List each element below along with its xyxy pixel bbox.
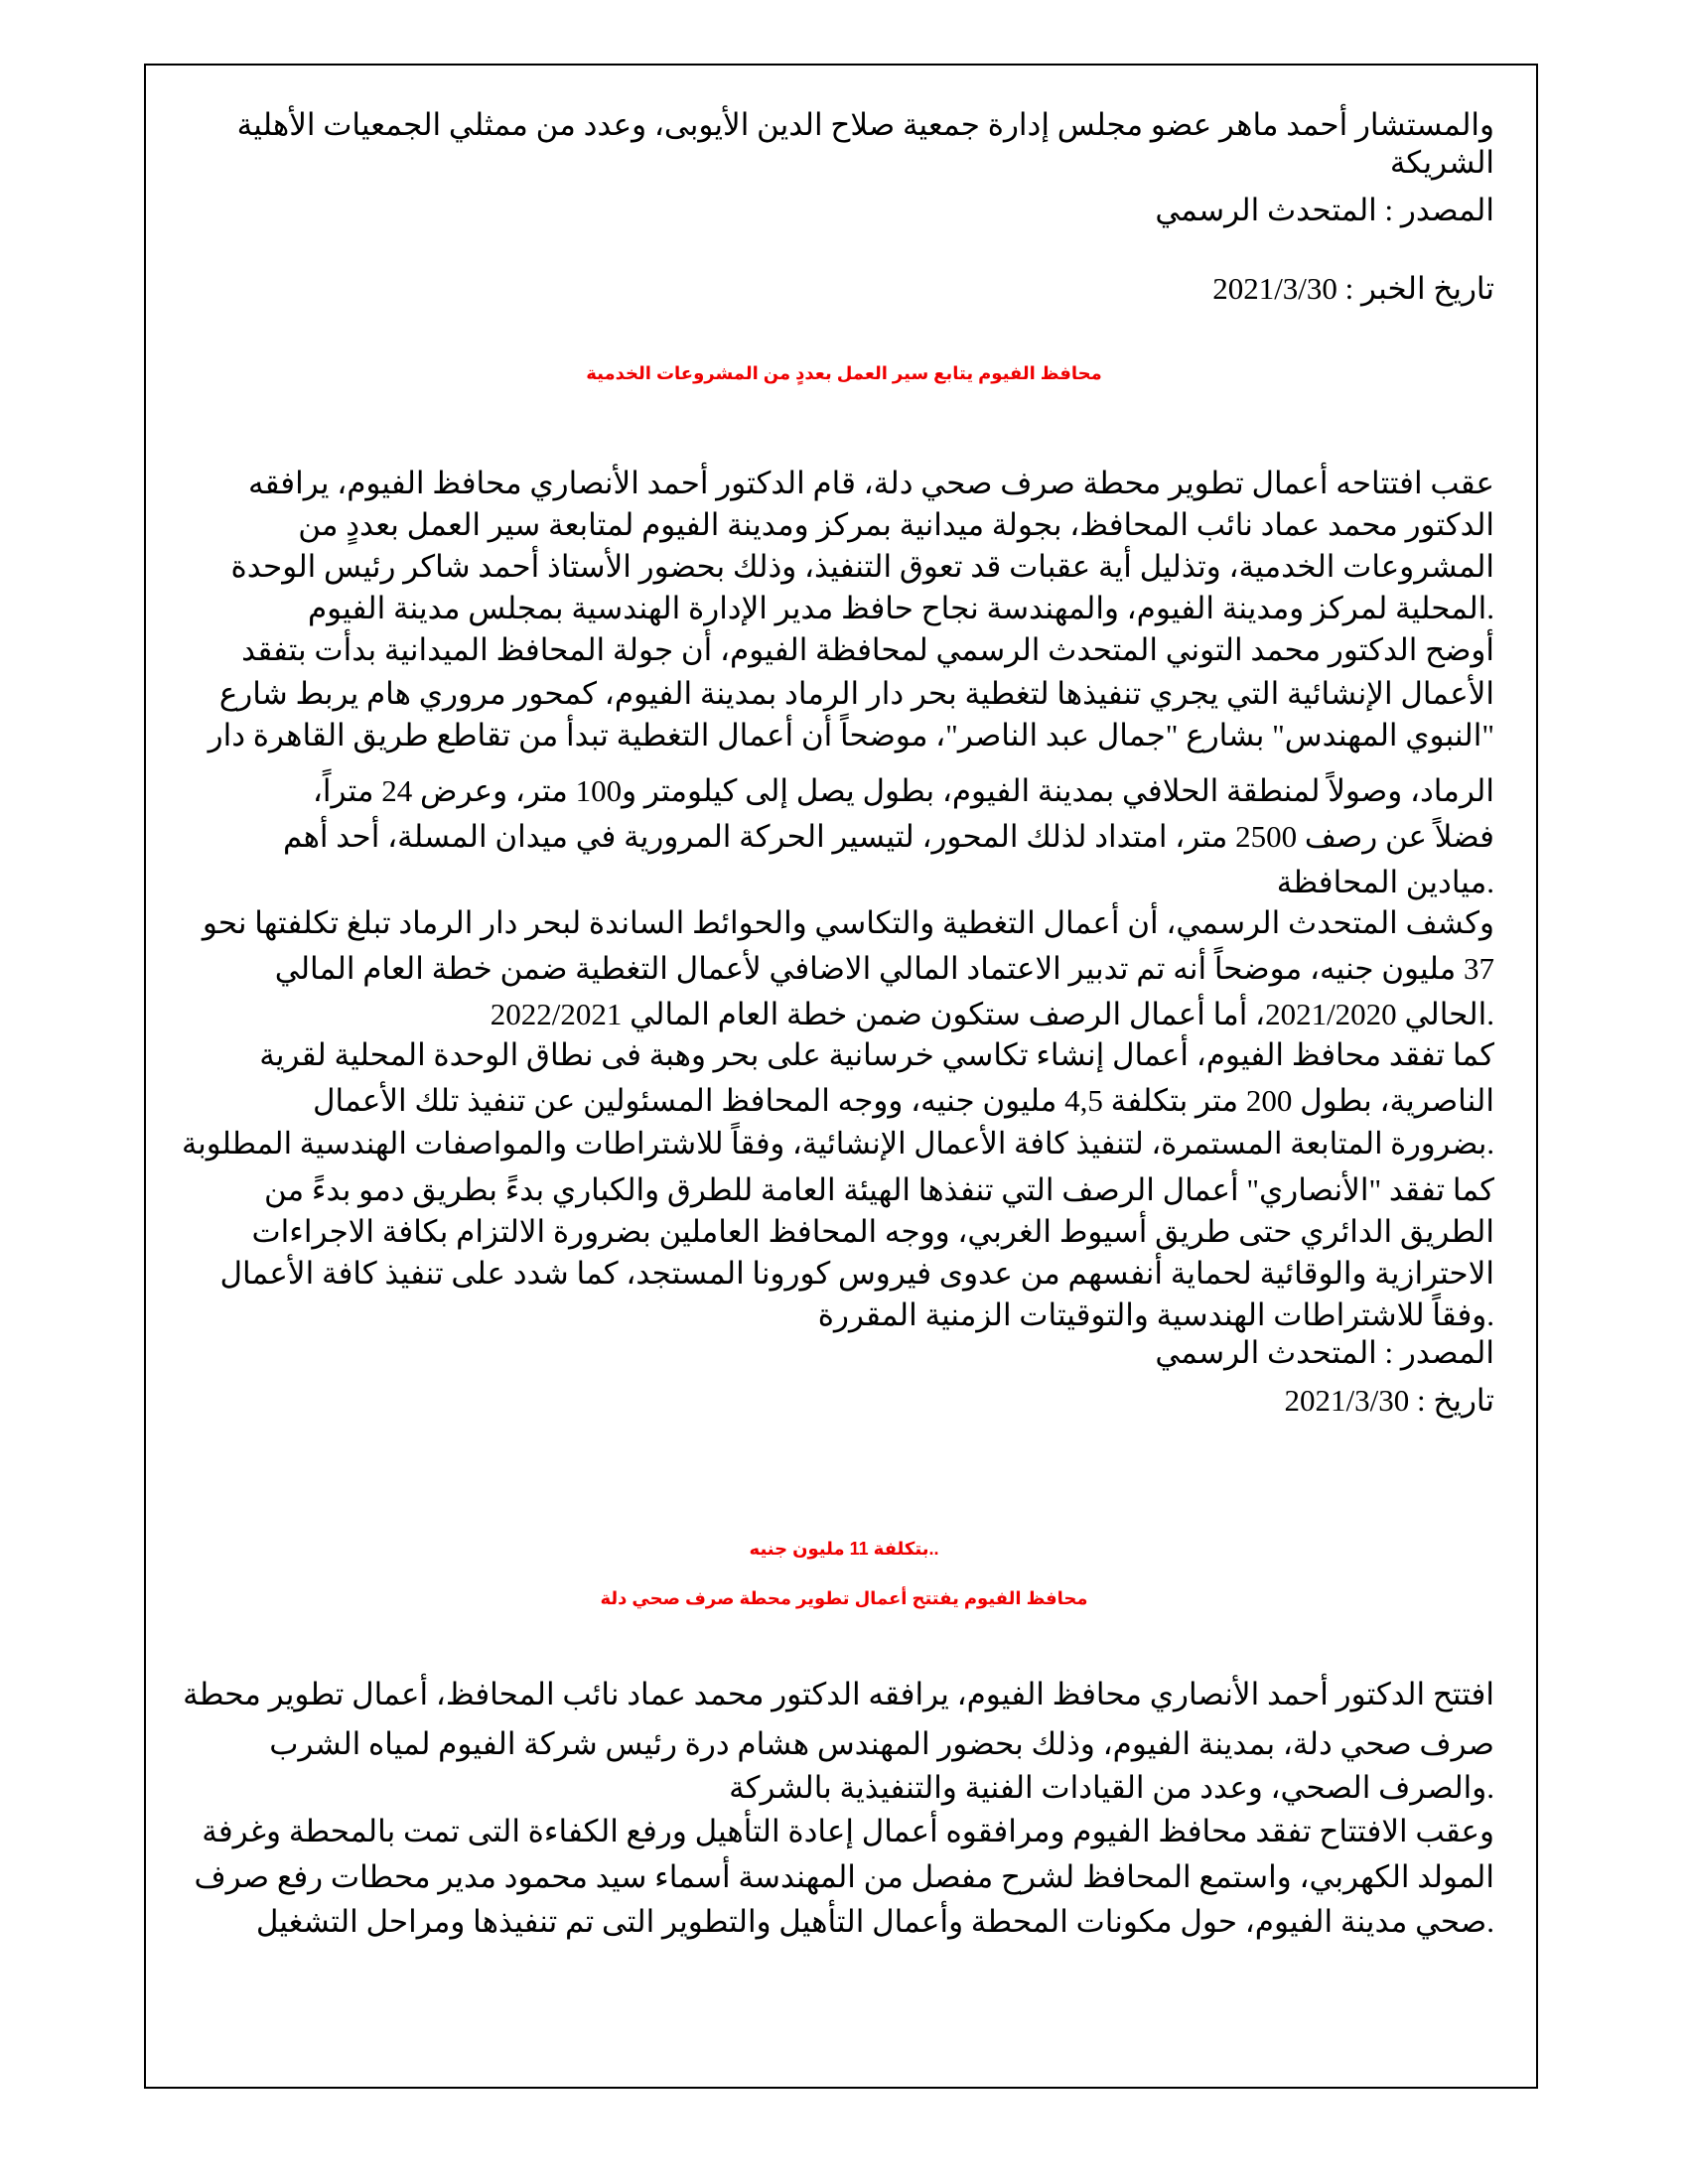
paragraph-line: .ميادين المحافظة [1276, 865, 1494, 899]
source-line: المصدر : المتحدث الرسمي [1155, 193, 1494, 227]
news-date-line: تاريخ الخبر : 2021/3/30 [1212, 271, 1494, 306]
paragraph-line: وعقب الافتتاح تفقد محافظ الفيوم ومرافقوه أعمال إعادة التأهيل ورفع الكفاءة التى تمت بالمحطة وغرفة [202, 1814, 1494, 1848]
paragraph-line: الرماد، وصولاً لمنطقة الحلافي بمدينة الفيوم، بطول يصل إلى كيلومتر و100 متر، وعرض 24 متراً، [312, 773, 1494, 808]
paragraph-line: 37 مليون جنيه، موضحاً أنه تم تدبير الاعتماد المالي الاضافي لأعمال التغطية ضمن خطة العام المالي [274, 951, 1494, 986]
paragraph-line: الدكتور محمد عماد نائب المحافظ، بجولة ميدانية بمركز ومدينة الفيوم لمتابعة سير العمل بعددٍ من [298, 507, 1494, 542]
date-line: تاريخ : 2021/3/30 [1284, 1383, 1494, 1418]
paragraph-line: فضلاً عن رصف 2500 متر، امتداد لذلك المحور، لتيسير الحركة المرورية في ميدان المسلة، أحد أهم [282, 819, 1494, 854]
paragraph-line: .وفقاً للاشتراطات الهندسية والتوقيتات الزمنية المقررة [817, 1297, 1494, 1332]
paragraph-line: .الحالي 2021/2020، أما أعمال الرصف ستكون ضمن خطة العام المالي 2022/2021 [490, 997, 1494, 1031]
article-2-title: محافظ الفيوم يفتتح أعمال تطوير محطة صرف صحي دلة [600, 1588, 1088, 1608]
paragraph-line: الأعمال الإنشائية التي يجري تنفيذها لتغطية بحر دار الرماد بمدينة الفيوم، كمحور مروري هام يربط شارع [218, 676, 1494, 711]
paragraph-line: .بضرورة المتابعة المستمرة، لتنفيذ كافة الأعمال الإنشائية، وفقاً للاشتراطات والمواصفات الهندسية المطلوبة [181, 1127, 1494, 1160]
intro-line: الشريكة [1389, 145, 1494, 180]
paragraph-line: افتتح الدكتور أحمد الأنصاري محافظ الفيوم، يرافقه الدكتور محمد عماد نائب المحافظ، أعمال تطوير محطة [183, 1677, 1494, 1711]
paragraph-line: صرف صحي دلة، بمدينة الفيوم، وذلك بحضور المهندس هشام درة رئيس شركة الفيوم لمياه الشرب [269, 1726, 1494, 1761]
paragraph-line: أوضح الدكتور محمد التوني المتحدث الرسمي لمحافظة الفيوم، أن جولة المحافظ الميدانية بدأت بتفقد [241, 632, 1494, 667]
paragraph-line: المولد الكهربي، واستمع المحافظ لشرح مفصل من المهندسة أسماء سيد محمود مدير محطات رفع صرف [194, 1859, 1494, 1894]
paragraph-line: كما تفقد "الأنصاري" أعمال الرصف التي تنفذها الهيئة العامة للطرق والكباري بدءً بطريق دمو بدءً من [263, 1172, 1494, 1207]
paragraph-line: .والصرف الصحي، وعدد من القيادات الفنية والتنفيذية بالشركة [729, 1770, 1494, 1805]
article-2-kicker: ..بتكلفة 11 مليون جنيه [749, 1539, 939, 1559]
source-line: المصدر : المتحدث الرسمي [1155, 1335, 1494, 1370]
paragraph-line: "النبوي المهندس" بشارع "جمال عبد الناصر"، موضحاً أن أعمال التغطية تبدأ من تقاطع طريق القاهرة دار [208, 718, 1494, 752]
paragraph-line: المشروعات الخدمية، وتذليل أية عقبات قد تعوق التنفيذ، وذلك بحضور الأستاذ أحمد شاكر رئيس الوحدة [230, 549, 1494, 584]
paragraph-line: الناصرية، بطول 200 متر بتكلفة 4,5 مليون جنيه، ووجه المحافظ المسئولين عن تنفيذ تلك الأعمال [312, 1083, 1494, 1118]
paragraph-line: كما تفقد محافظ الفيوم، أعمال إنشاء تكاسي خرسانية على بحر وهبة فى نطاق الوحدة المحلية لقرية [259, 1037, 1494, 1072]
intro-line: والمستشار أحمد ماهر عضو مجلس إدارة جمعية صلاح الدين الأيوبى، وعدد من ممثلي الجمعيات الأهلية [236, 107, 1494, 142]
paragraph-line: .صحي مدينة الفيوم، حول مكونات المحطة وأعمال التأهيل والتطوير التى تم تنفيذها ومراحل التشغيل [255, 1904, 1494, 1939]
paragraph-line: الاحترازية والوقائية لحماية أنفسهم من عدوى فيروس كورونا المستجد، كما شدد على تنفيذ كافة الأعمال [219, 1256, 1494, 1291]
paragraph-line: الطريق الدائري حتى طريق أسيوط الغربي، ووجه المحافظ العاملين بضرورة الالتزام بكافة الاجراءات [251, 1214, 1494, 1249]
paragraph-line: وكشف المتحدث الرسمي، أن أعمال التغطية والتكاسي والحوائط الساندة لبحر دار الرماد تبلغ تكلفتها نحو [202, 905, 1494, 940]
article-1-title: محافظ الفيوم يتابع سير العمل بعددٍ من المشروعات الخدمية [586, 363, 1102, 383]
paragraph-line: .المحلية لمركز ومدينة الفيوم، والمهندسة نجاح حافظ مدير الإدارة الهندسية بمجلس مدينة الفيوم [307, 591, 1494, 625]
paragraph-line: عقب افتتاحه أعمال تطوير محطة صرف صحي دلة، قام الدكتور أحمد الأنصاري محافظ الفيوم، يرافقه [248, 466, 1494, 500]
